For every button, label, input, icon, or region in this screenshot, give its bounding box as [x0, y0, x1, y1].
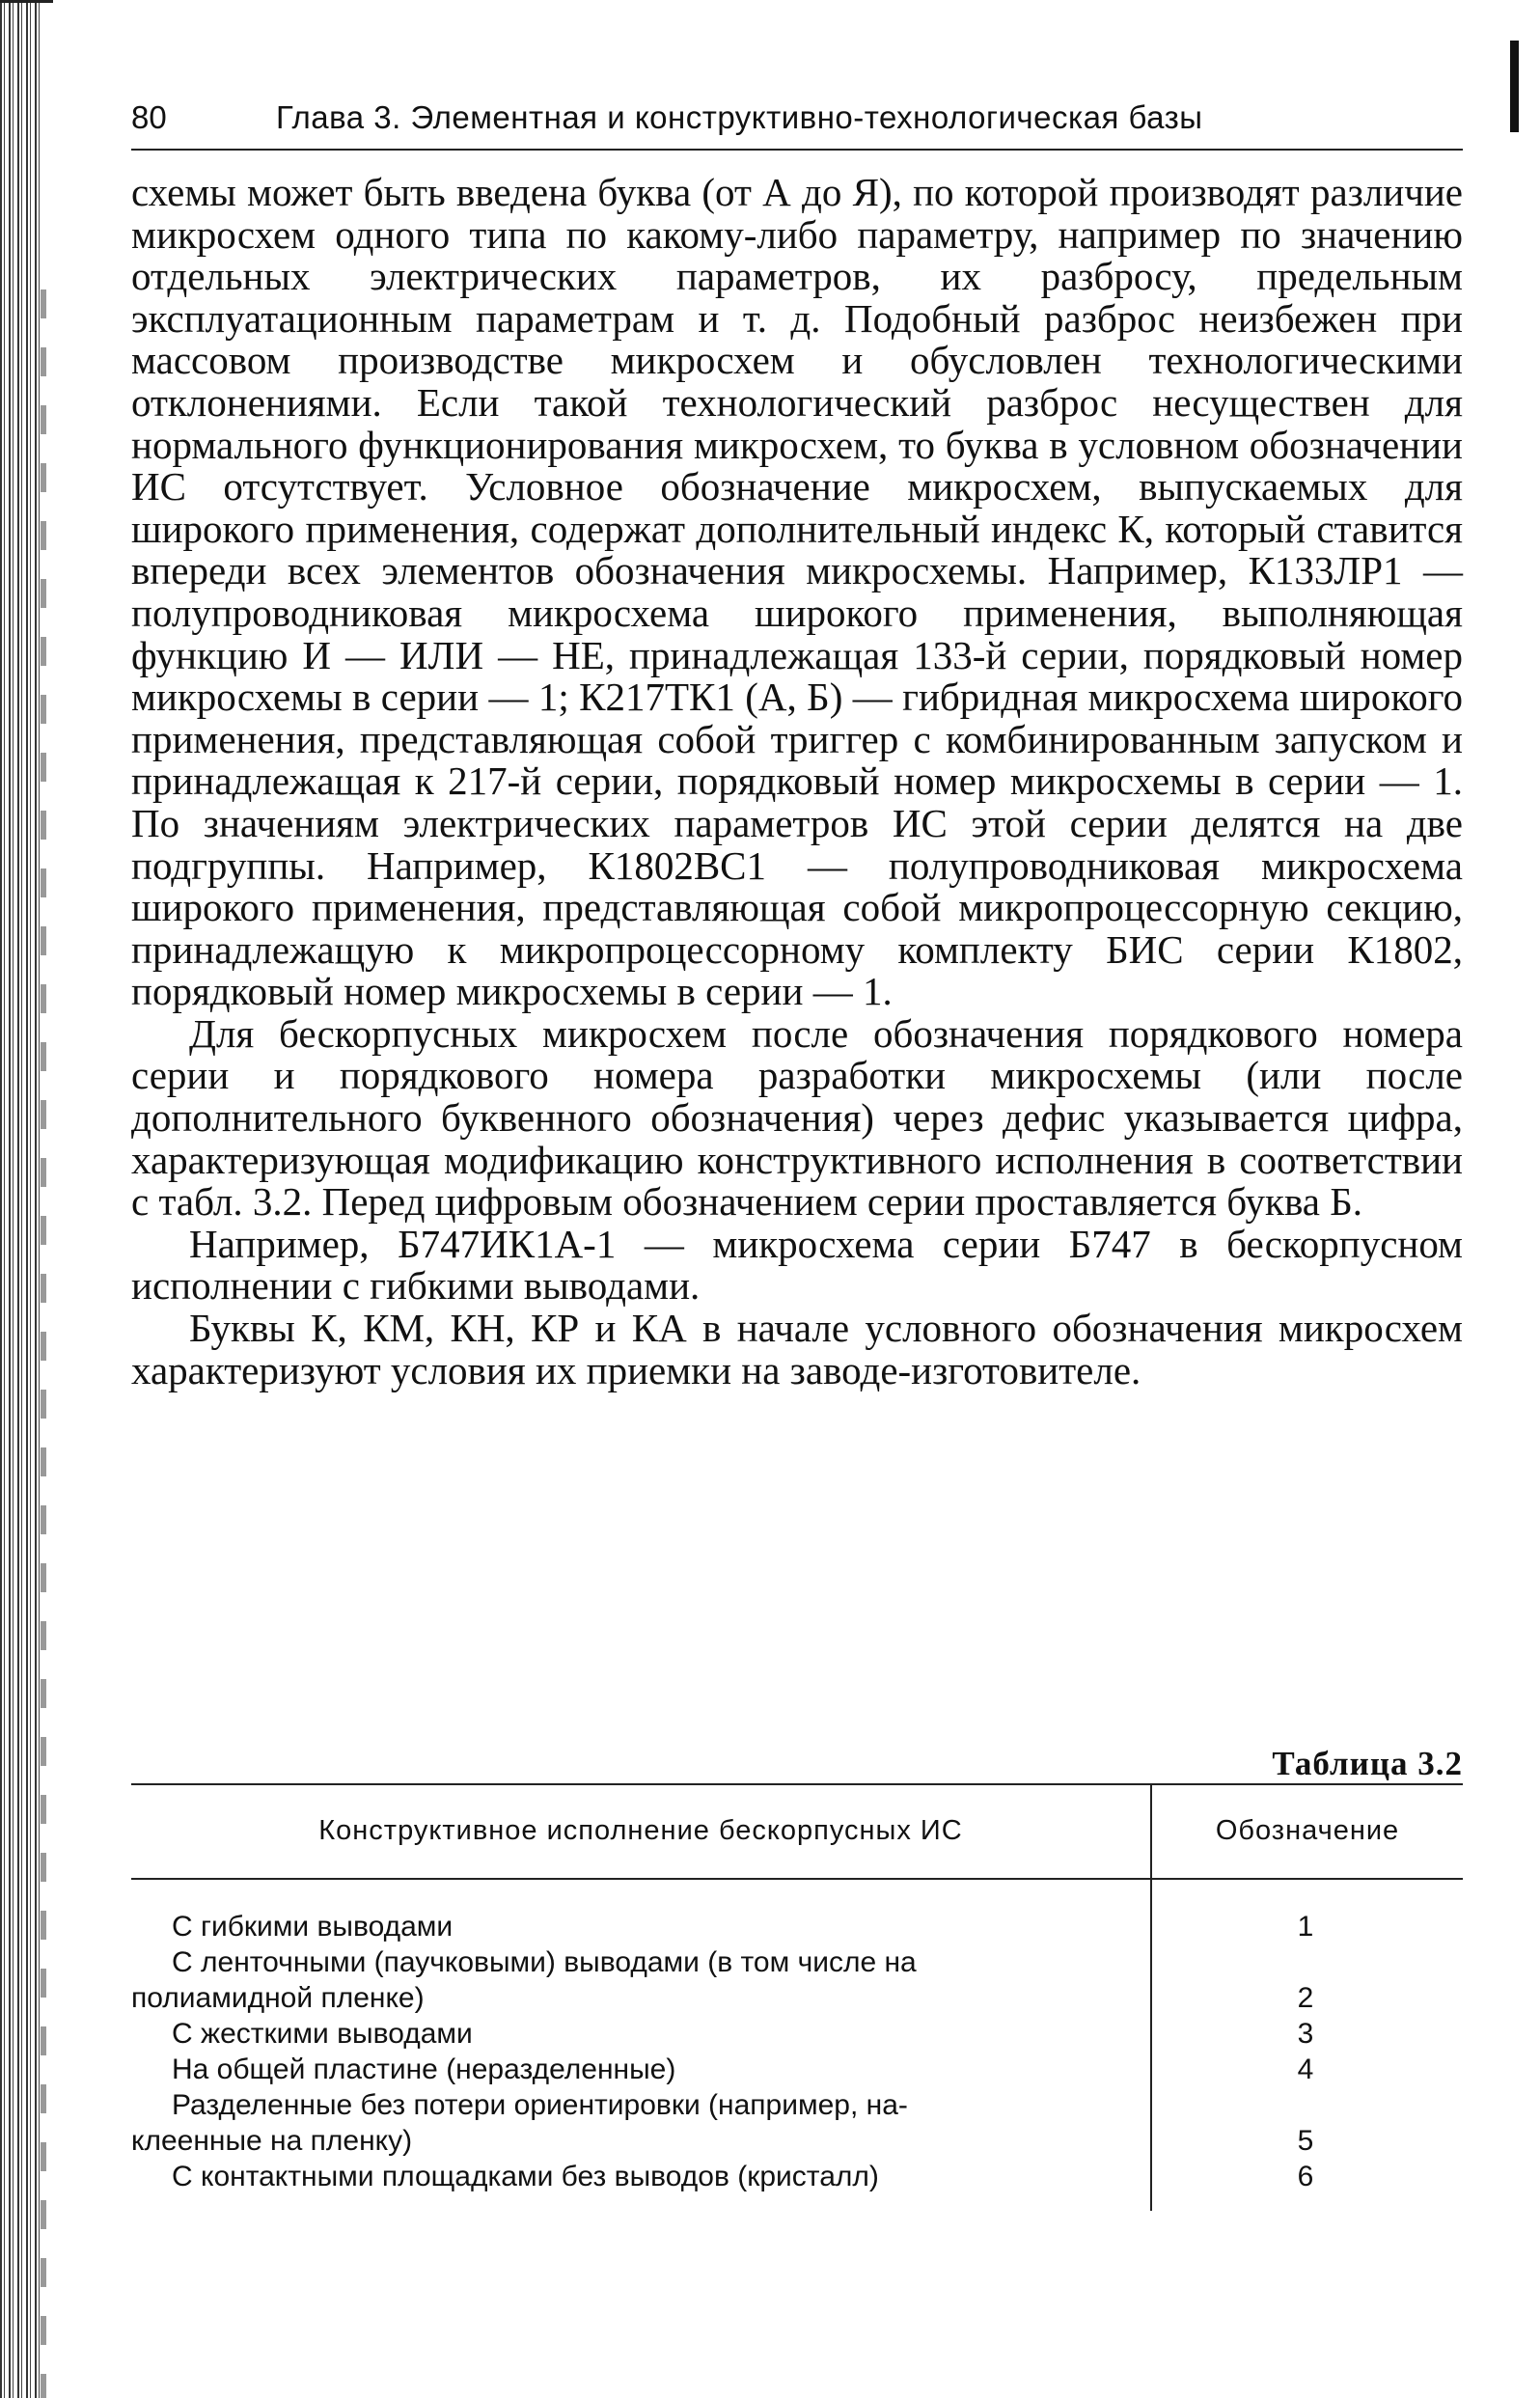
row-name-line1: С гибкими выводами [172, 1911, 454, 1943]
row-name [131, 2052, 1150, 2087]
row-name-line2: клеенные на пленку) [131, 2125, 413, 2157]
paragraph-2: Для бескорпусных микросхем после обозначения порядкового номера серии и порядкового номера разработки микросхемы (или после дополнительного буквенного обозначения) через дефис указывается цифра, характеризующая модификацию конструктивного исполнения в соответствии с табл. 3.2. Перед цифровым обозначением серии проставляется буква Б. [131, 1010, 1463, 1225]
table-row [131, 2052, 1463, 2087]
table-caption: Таблица 3.2 [1272, 1745, 1463, 1782]
table-header-rule [131, 1878, 1463, 1880]
row-code: 1 [1297, 1911, 1314, 1943]
paragraph-3: Например, Б747ИК1А-1 — микросхема серии Б747 в бескорпусном исполнении с гибкими выводами. [131, 1221, 1463, 1309]
row-name [131, 1909, 1150, 1944]
header-rule [131, 149, 1463, 151]
scan-right-dot [1512, 114, 1518, 122]
body-text [131, 172, 1463, 1392]
row-name-line1: С ленточными (паучковыми) выводами (в том числе на [172, 1946, 917, 1978]
row-code: 6 [1297, 2161, 1314, 2192]
paragraph-1: схемы может быть введена буква (от А до Я), по которой производят различие микросхем одного типа по какому-либо параметру, например по значению отдельных электрических параметров, их разбросу, предельным эксплуатационным параметрам и т. д. Подобный разброс неизбежен при массовом производстве микросхем и обусловлен технологическими отклонениями. Если такой технологический разброс несуществен для нормального функционирования микросхем, то буква в условном обозначении ИС отсутствует. Условное обозначение микросхем, выпускаемых для широкого применения, содержат дополнительный индекс К, который ставится впереди всех элементов обозначения микросхемы. Например, К133ЛР1 — полупроводниковая микросхема широкого применения, выполняющая функцию И — ИЛИ — НЕ, принадлежащая 133-й серии, порядковый номер микросхемы в серии — 1; К217ТК1 (А, Б) — гибридная микросхема широкого применения, представляющая собой триггер с комбинированным запуском и принадлежащая к 217-й серии, порядковый номер микросхемы в серии — 1. По значениям электрических параметров ИС этой серии делятся на две подгруппы. Например, К1802ВС1 — полупроводниковая микросхема широкого применения, представляющая собой микропроцессорную секцию, принадлежащую к микропроцессорному комплекту БИС серии К1802, порядковый номер микросхемы в серии — 1. [131, 170, 1463, 1014]
scan-top-mark [0, 0, 53, 3]
table-row [131, 2087, 1463, 2159]
row-name-line1: Разделенные без потери ориентировки (например, на- [172, 2089, 908, 2121]
row-name [131, 2016, 1150, 2052]
page-number: 80 [131, 99, 167, 135]
table-row [131, 2159, 1463, 2194]
row-code: 2 [1297, 1982, 1314, 2014]
table-body [131, 1909, 1463, 2194]
row-code: 4 [1297, 2053, 1314, 2085]
scan-binding-shadow [41, 289, 46, 2398]
row-name [131, 2087, 1150, 2159]
table-header-construction: Конструктивное исполнение бескорпусных ИС [318, 1815, 963, 1846]
row-name [131, 2159, 1150, 2194]
table-header-designation: Обозначение [1215, 1815, 1400, 1846]
paragraph-4: Буквы К, КМ, КН, КР и КА в начале условного обозначения микросхем характеризуют условия их приемки на заводе-изготовителе. [131, 1306, 1463, 1392]
row-name-line2: полиамидной пленке) [131, 1982, 425, 2014]
row-name-line1: С жесткими выводами [172, 2018, 473, 2050]
page-header [131, 93, 1463, 143]
running-title: Глава 3. Элементная и конструктивно-технологическая базы [276, 99, 1203, 135]
row-name [131, 1944, 1150, 2016]
table-row [131, 1909, 1463, 1944]
row-name-line1: С контактными площадками без выводов (кристалл) [172, 2161, 879, 2192]
row-code: 3 [1297, 2018, 1314, 2050]
table-row [131, 2016, 1463, 2052]
scan-binding-edge [0, 0, 41, 2398]
row-name-line1: На общей пластине (неразделенные) [172, 2053, 676, 2085]
table-row [131, 1944, 1463, 2016]
row-code: 5 [1297, 2125, 1314, 2157]
